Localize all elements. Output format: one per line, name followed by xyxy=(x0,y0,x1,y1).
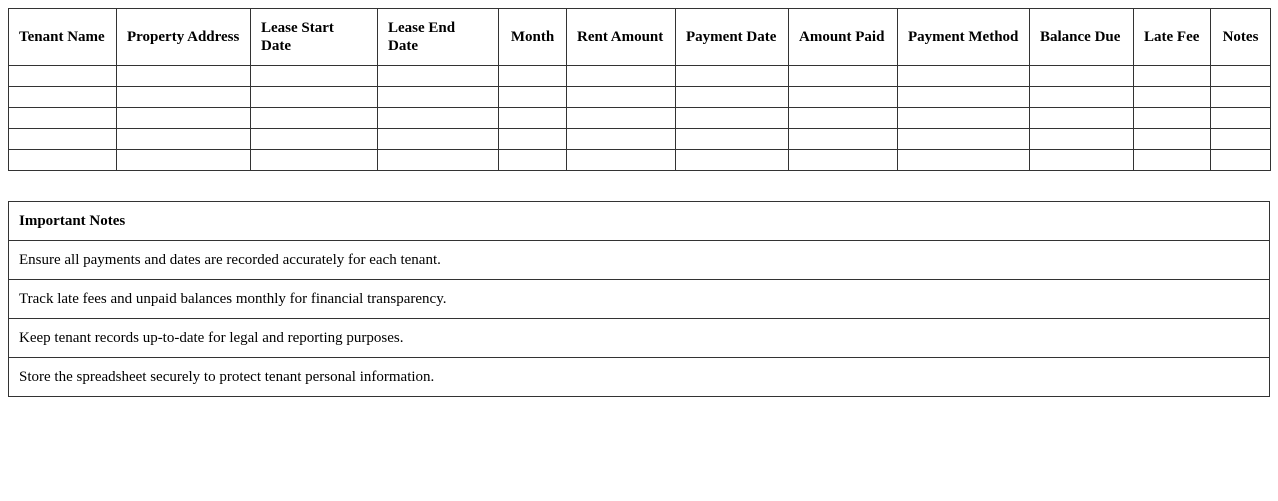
table-cell[interactable] xyxy=(789,108,898,129)
note-item: Keep tenant records up-to-date for legal and reporting purposes. xyxy=(9,319,1270,358)
column-header-payment-date: Payment Date xyxy=(676,9,789,66)
table-cell[interactable] xyxy=(9,129,117,150)
column-header-lease-start-date: Lease Start Date xyxy=(251,9,378,66)
table-cell[interactable] xyxy=(789,66,898,87)
table-row xyxy=(9,150,1271,171)
table-cell[interactable] xyxy=(251,129,378,150)
column-header-payment-method: Payment Method xyxy=(898,9,1030,66)
table-cell[interactable] xyxy=(378,87,499,108)
table-cell[interactable] xyxy=(117,150,251,171)
important-notes-table xyxy=(8,201,1270,397)
table-cell[interactable] xyxy=(499,87,567,108)
table-cell[interactable] xyxy=(1134,129,1211,150)
table-cell[interactable] xyxy=(898,150,1030,171)
column-header-late-fee: Late Fee xyxy=(1134,9,1211,66)
table-cell[interactable] xyxy=(378,150,499,171)
column-header-rent-amount: Rent Amount xyxy=(567,9,676,66)
table-cell[interactable] xyxy=(251,150,378,171)
table-cell[interactable] xyxy=(1211,150,1271,171)
table-cell[interactable] xyxy=(1211,87,1271,108)
table-cell[interactable] xyxy=(1134,108,1211,129)
table-cell[interactable] xyxy=(378,66,499,87)
table-cell[interactable] xyxy=(1030,87,1134,108)
table-header-row xyxy=(9,9,1271,66)
table-cell[interactable] xyxy=(378,108,499,129)
table-cell[interactable] xyxy=(117,87,251,108)
table-cell[interactable] xyxy=(676,87,789,108)
table-cell[interactable] xyxy=(789,150,898,171)
table-cell[interactable] xyxy=(117,108,251,129)
table-cell[interactable] xyxy=(898,108,1030,129)
column-header-property-address: Property Address xyxy=(117,9,251,66)
note-row xyxy=(9,319,1270,358)
table-cell[interactable] xyxy=(567,129,676,150)
table-cell[interactable] xyxy=(499,129,567,150)
table-cell[interactable] xyxy=(499,66,567,87)
notes-header-row xyxy=(9,202,1270,241)
table-cell[interactable] xyxy=(251,108,378,129)
note-item: Track late fees and unpaid balances monthly for financial transparency. xyxy=(9,280,1270,319)
table-cell[interactable] xyxy=(676,108,789,129)
rent-ledger-table xyxy=(8,8,1271,171)
table-cell[interactable] xyxy=(1211,66,1271,87)
note-item: Store the spreadsheet securely to protect tenant personal information. xyxy=(9,358,1270,397)
table-cell[interactable] xyxy=(117,66,251,87)
table-cell[interactable] xyxy=(1030,66,1134,87)
table-cell[interactable] xyxy=(676,66,789,87)
table-cell[interactable] xyxy=(789,87,898,108)
table-cell[interactable] xyxy=(898,66,1030,87)
table-cell[interactable] xyxy=(898,129,1030,150)
table-cell[interactable] xyxy=(1134,87,1211,108)
table-cell[interactable] xyxy=(1134,150,1211,171)
table-cell[interactable] xyxy=(567,87,676,108)
table-cell[interactable] xyxy=(251,87,378,108)
table-cell[interactable] xyxy=(1211,108,1271,129)
ledger-body xyxy=(9,66,1271,171)
table-row xyxy=(9,66,1271,87)
column-header-notes: Notes xyxy=(1211,9,1271,66)
note-row xyxy=(9,241,1270,280)
table-cell[interactable] xyxy=(676,129,789,150)
table-cell[interactable] xyxy=(898,87,1030,108)
table-cell[interactable] xyxy=(567,108,676,129)
table-cell[interactable] xyxy=(1030,150,1134,171)
notes-heading: Important Notes xyxy=(9,202,1270,241)
table-cell[interactable] xyxy=(1030,129,1134,150)
note-row xyxy=(9,280,1270,319)
table-row xyxy=(9,87,1271,108)
table-cell[interactable] xyxy=(789,129,898,150)
table-cell[interactable] xyxy=(1211,129,1271,150)
table-cell[interactable] xyxy=(567,150,676,171)
column-header-month: Month xyxy=(499,9,567,66)
table-cell[interactable] xyxy=(1134,66,1211,87)
table-cell[interactable] xyxy=(676,150,789,171)
note-row xyxy=(9,358,1270,397)
column-header-lease-end-date: Lease End Date xyxy=(378,9,499,66)
table-cell[interactable] xyxy=(499,108,567,129)
table-cell[interactable] xyxy=(9,150,117,171)
column-header-balance-due: Balance Due xyxy=(1030,9,1134,66)
note-item: Ensure all payments and dates are recorded accurately for each tenant. xyxy=(9,241,1270,280)
table-cell[interactable] xyxy=(9,87,117,108)
table-row xyxy=(9,129,1271,150)
column-header-tenant-name: Tenant Name xyxy=(9,9,117,66)
table-cell[interactable] xyxy=(251,66,378,87)
table-cell[interactable] xyxy=(1030,108,1134,129)
table-row xyxy=(9,108,1271,129)
table-cell[interactable] xyxy=(499,150,567,171)
table-cell[interactable] xyxy=(378,129,499,150)
table-cell[interactable] xyxy=(117,129,251,150)
table-cell[interactable] xyxy=(567,66,676,87)
table-cell[interactable] xyxy=(9,66,117,87)
table-cell[interactable] xyxy=(9,108,117,129)
column-header-amount-paid: Amount Paid xyxy=(789,9,898,66)
